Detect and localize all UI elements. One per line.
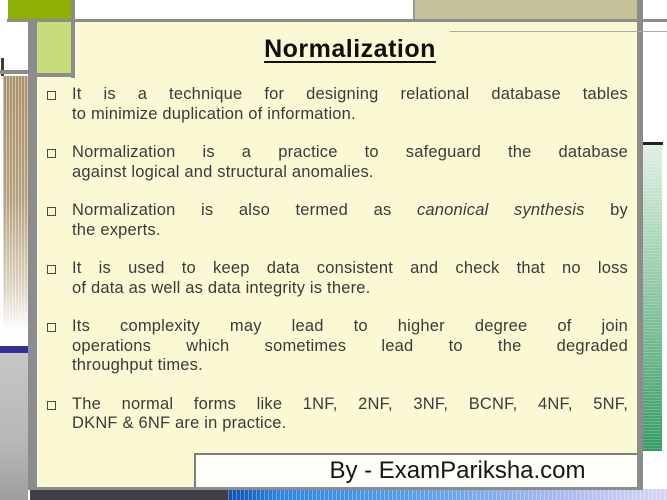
square-outline-bullet-icon <box>47 401 56 410</box>
title-area <box>37 22 637 64</box>
text-segment: DKNF & 6NF are in practice. <box>72 414 287 432</box>
top-frame-line <box>7 19 667 22</box>
text-segment: of data as well as data integrity is there. <box>72 278 371 297</box>
bullet-line <box>72 143 628 163</box>
text-segment: against logical and structural anomalies. <box>72 162 374 181</box>
left-gray-strip <box>0 353 28 500</box>
bullet-line <box>72 85 628 105</box>
square-outline-bullet-icon <box>47 265 56 274</box>
page-title: Normalization <box>264 35 436 63</box>
square-outline-bullet-icon <box>47 323 56 332</box>
text-segment: by <box>584 201 628 219</box>
bullet-line <box>72 105 628 125</box>
bullet-line <box>72 201 628 221</box>
bullet-item <box>72 201 628 240</box>
bullet-item <box>72 85 628 124</box>
text-segment: It is a technique for designing relational database tables <box>72 85 628 103</box>
bottom-bar-dark-segment <box>30 489 228 500</box>
green-block-right-border <box>71 0 75 78</box>
top-khaki-bar <box>413 0 637 19</box>
bullet-list <box>37 85 637 434</box>
text-segment: Its complexity may lead to higher degree of join <box>72 317 628 335</box>
bullet-line <box>72 317 628 337</box>
bullet-item <box>72 143 628 182</box>
bottom-bar-blue-gradient <box>228 489 667 500</box>
square-outline-bullet-icon <box>47 91 56 100</box>
bullet-line <box>72 414 628 434</box>
green-block-bottom-border <box>37 73 75 77</box>
byline-box <box>194 453 637 487</box>
left-tan-strip <box>3 76 28 348</box>
italic-phrase: canonical synthesis <box>416 201 585 219</box>
bullet-line <box>72 163 628 183</box>
slide-content-panel <box>28 19 643 490</box>
top-right-thin-line <box>450 31 667 32</box>
top-left-olive-block <box>8 0 71 19</box>
left-navy-bar <box>0 346 28 353</box>
byline-text: By - ExamPariksha.com <box>329 457 586 484</box>
text-segment: Normalization is also termed as <box>72 201 417 219</box>
bullet-line <box>72 279 628 299</box>
bullet-item <box>72 259 628 298</box>
text-segment: to minimize duplication of information. <box>72 104 356 123</box>
text-segment: the experts. <box>72 220 161 239</box>
text-segment: throughput times. <box>72 356 203 374</box>
square-outline-bullet-icon <box>47 207 56 216</box>
bullet-item <box>72 395 628 434</box>
text-segment: operations which sometimes lead to the degraded <box>72 336 628 355</box>
bullet-line <box>72 337 628 357</box>
square-outline-bullet-icon <box>47 149 56 158</box>
right-border-top-segment <box>637 0 643 19</box>
bullet-line <box>72 259 628 279</box>
text-segment: The normal forms like 1NF, 2NF, 3NF, BCNF, 4NF, 5NF, <box>72 394 628 413</box>
bullet-line <box>72 356 628 376</box>
bullet-item <box>72 317 628 376</box>
top-left-light-green-block <box>37 22 71 73</box>
bullet-line <box>72 221 628 241</box>
text-segment: It is used to keep data consistent and check that no loss <box>72 259 628 277</box>
right-green-gradient-block <box>643 145 662 451</box>
bullet-line <box>72 395 628 415</box>
text-segment: Normalization is a practice to safeguard the database <box>72 143 628 161</box>
